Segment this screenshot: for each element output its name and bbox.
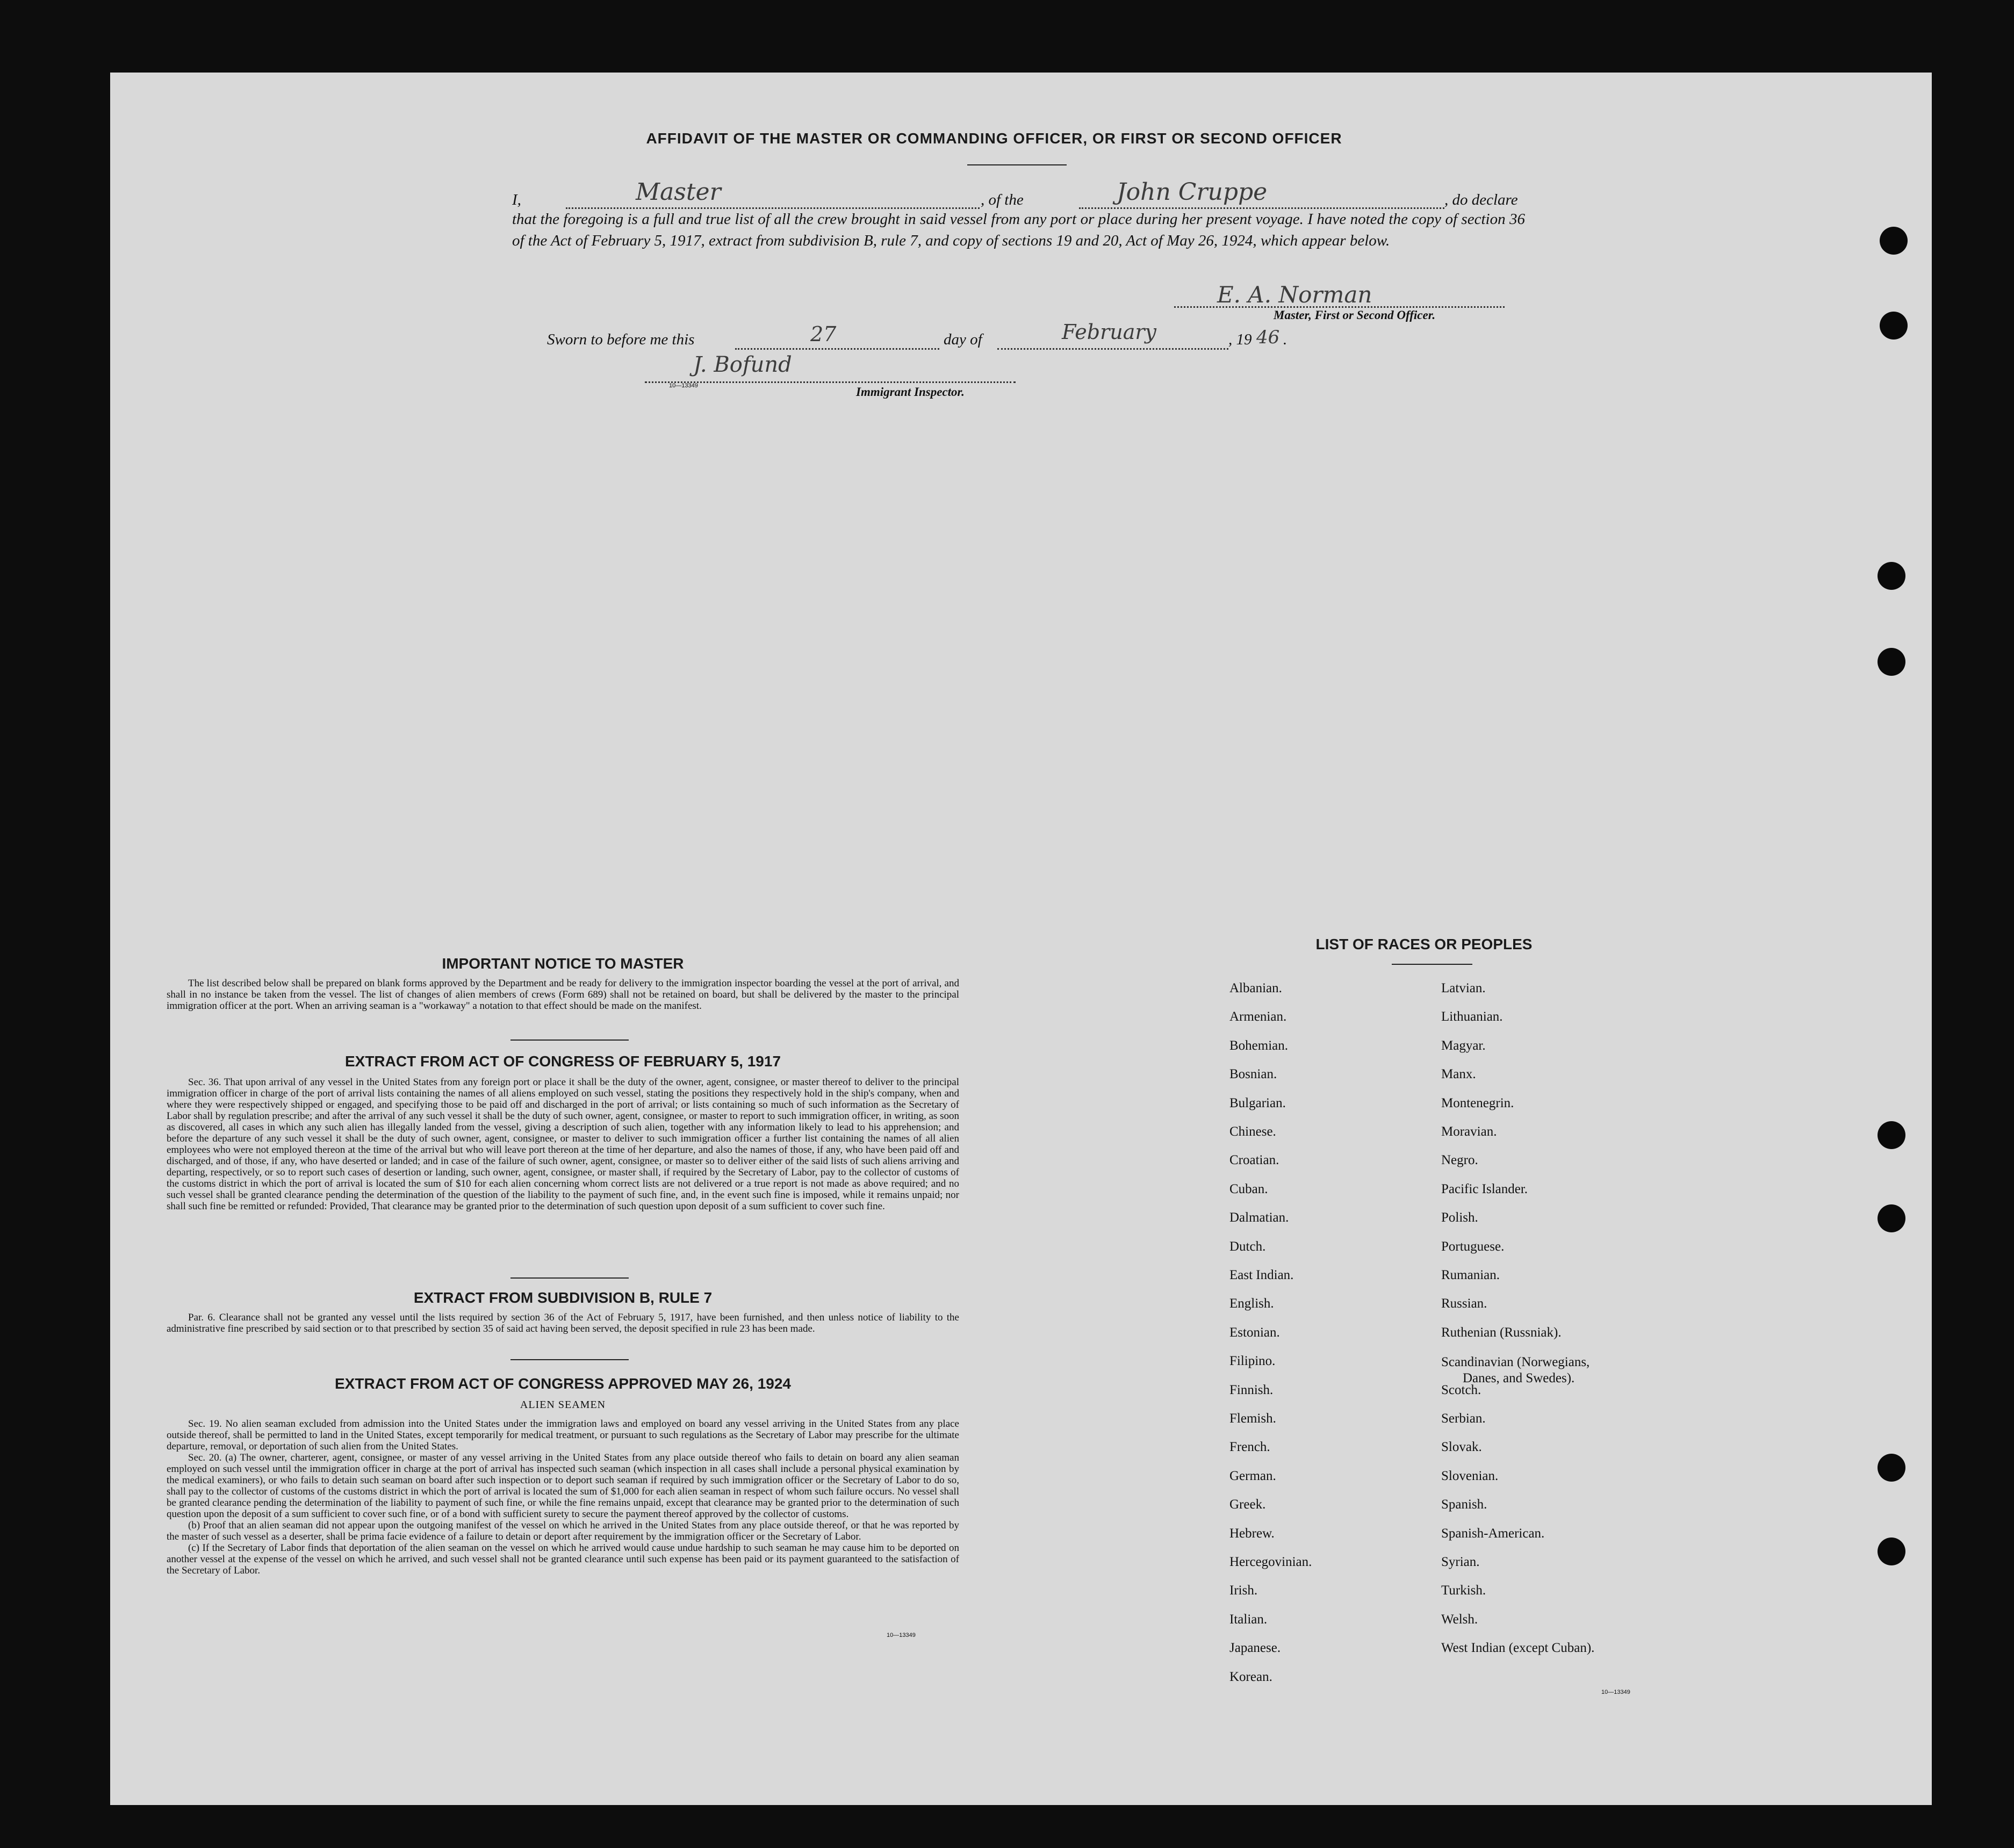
section-divider (510, 1359, 629, 1360)
race-item: Syrian. (1441, 1555, 1480, 1569)
race-item: Ruthenian (Russniak). (1441, 1325, 1562, 1340)
sworn-label: Sworn to before me this (547, 331, 695, 348)
race-item: Finnish. (1229, 1382, 1274, 1397)
races-left-column (1229, 981, 1434, 1690)
race-item: Spanish-American. (1441, 1526, 1545, 1541)
races-title: LIST OF RACES OR PEOPLES (1315, 936, 1533, 952)
race-item: Rumanian. (1441, 1268, 1500, 1282)
form-number: 10—13349 (1601, 1689, 1630, 1695)
race-item: Welsh. (1441, 1612, 1478, 1627)
handwritten-year: 46 (1256, 327, 1280, 348)
extract-1917-text: Sec. 36. That upon arrival of any vessel in the United States from any foreign port or place it shall be the duty of the owner, agent, consignee, or master thereof to deliver to the principal immigration officer in charge of the port of arrival lists containing the names of all aliens employed on such vessel, stating the positions they respectively hold in the ship's company, when and where they were respectively shipped or engaged, and specifying those to be paid off and discharged in the port of arrival; or lists containing so much of such information as the Secretary of Labor shall by regulation prescribe; and after the arrival of any such vessel it shall be the duty of such owner, agent, consignee, or master to report to such immigration officer, in writing, as soon as discovered, all cases in which any such alien has illegally landed from the vessel, giving a description of such alien, together with any information likely to lead to his apprehension; and before the departure of any such vessel it shall be the duty of such owner, agent, consignee, or master to deliver to such immigration officer a further list containing the names of all alien employees who were not employed thereon at the time of the arrival but who will leave port thereon at the time of her departure, and also the names of those, if any, who have been paid off and discharged, and of those, if any, who have deserted or landed; and in case of the failure of such owner, agent, consignee, or master so to deliver either of the said lists of such aliens arriving and departing, respectively, or so to report such cases of desertion or landing, such owner, agent, consignee, or master shall, if required by the Secretary of Labor, pay to the collector of customs of the customs district in which the port of arrival is located the sum of $10 for each alien concerning whom correct lists are not delivered or a true report is not made as above required; and no such vessel shall be granted clearance pending the determination of the question of the liability to the payment of such fine, and, in the event such fine is imposed, while it remains unpaid; nor shall such fine be remitted or refunded: Provided, That clearance may be granted prior to the determination of such question upon deposit of a sum sufficient to cover such fine. (167, 1077, 959, 1212)
notice-title: IMPORTANT NOTICE TO MASTER (442, 955, 684, 972)
inspector-caption: Immigrant Inspector. (856, 385, 965, 399)
inspector-field (645, 352, 1016, 383)
notice-text: The list described below shall be prepared on blank forms approved by the Department and be ready for delivery to the immigration inspector boarding the vessel at the port of arrival, and shall in no instance be taken from the vessel. The list of changes of alien members of crews (Form 689) shall not be retained on board, but shall be delivered by the master to the principal immigration officer at the port. When an arriving seaman is a "workaway" a notation to that effect should be made on the manifest. (167, 978, 959, 1012)
race-item: Scandinavian (Norwegians, (1441, 1355, 1590, 1370)
race-item: West Indian (except Cuban). (1441, 1641, 1595, 1656)
race-item: Serbian. (1441, 1411, 1486, 1426)
race-item: Filipino. (1229, 1354, 1276, 1369)
day-field (735, 322, 939, 350)
race-item: Danes, and Swedes). (1463, 1371, 1575, 1386)
handwritten-month: February (1062, 320, 1157, 344)
race-item: Chinese. (1229, 1124, 1276, 1139)
year-suffix: . (1283, 331, 1287, 348)
extract-1917-title: EXTRACT FROM ACT OF CONGRESS OF FEBRUARY 5, 1917 (344, 1053, 781, 1070)
punch-hole (1878, 562, 1905, 590)
handwritten-day: 27 (810, 322, 837, 346)
punch-hole (1880, 312, 1908, 340)
race-item: Hebrew. (1229, 1526, 1275, 1541)
race-item: Negro. (1441, 1153, 1478, 1168)
day-of-label: day of (944, 331, 982, 348)
race-item: French. (1229, 1440, 1270, 1455)
sec20c-text: (c) If the Secretary of Labor finds that deportation of the alien seaman on the vessel on which he arrived would cause undue hardship to such seaman he may cause him to be deported on another vessel at the expense of the vessel on which he arrived, and such vessel shall not be granted clearance until such expense has been paid or its payment guaranteed to the satisfaction of the Secretary of Labor. (167, 1542, 959, 1576)
rule7-title: EXTRACT FROM SUBDIVISION B, RULE 7 (413, 1289, 713, 1306)
race-item: Montenegrin. (1441, 1095, 1514, 1110)
races-right-column (1441, 981, 1710, 1690)
race-item: Slovenian. (1441, 1468, 1499, 1483)
rule7-text: Par. 6. Clearance shall not be granted any vessel until the lists required by section 36 of the Act of February 5, 1917, have been furnished, and then unless notice of liability to the administrative fine prescribed by said section or to that prescribed by section 35 of said act having been served, the deposit specified in rule 23 has been made. (167, 1312, 959, 1334)
race-item: Hercegovinian. (1229, 1555, 1312, 1569)
affidavit-body: that the foregoing is a full and true list of all the crew brought in said vessel from any port or place during her present voyage. I have noted the copy of section 36 of the Act of February 5, 1917, extract from subdivision B, rule 7, and copy of sections 19 and 20, Act of May 26, 1924, which appear below. (512, 211, 1525, 249)
vessel-field (1079, 178, 1444, 209)
do-declare-label: , do declare (1444, 191, 1518, 208)
race-item: Cuban. (1229, 1181, 1268, 1196)
handwritten-signature: E. A. Norman (1217, 281, 1372, 308)
race-item: English. (1229, 1296, 1274, 1311)
sec20b-text: (b) Proof that an alien seaman did not appear upon the outgoing manifest of the vessel on which he arrived in the United States from any place outside thereof, or that he was reported by the master of such vessel as a deserter, shall be prima facie evidence of a failure to detain or deport after requirement by the immigration officer or the Secretary of Labor. (167, 1520, 959, 1542)
month-field (997, 320, 1228, 350)
race-item: Latvian. (1441, 981, 1486, 995)
race-item: Flemish. (1229, 1411, 1276, 1426)
form-number: 10—13349 (887, 1632, 916, 1638)
race-item: Croatian. (1229, 1153, 1279, 1168)
race-item: Estonian. (1229, 1325, 1280, 1340)
sworn-line (547, 320, 1299, 359)
alien-seamen-subtitle: ALIEN SEAMEN (520, 1399, 606, 1411)
punch-hole (1880, 227, 1908, 255)
title-divider (967, 164, 1067, 165)
race-item: Polish. (1441, 1210, 1478, 1225)
race-item: Irish. (1229, 1583, 1258, 1598)
races-divider (1392, 964, 1472, 965)
year-prefix: , 19 (1228, 331, 1252, 348)
sec20a-text: Sec. 20. (a) The owner, charterer, agent, consignee, or master of any vessel arriving in the United States from any place outside thereof who fails to detain on board any alien seaman employed on such vessel until the immigration officer in charge at the port of arrival has inspected such seaman (which inspection in all cases shall include a personal physical examination by the medical examiners), or who fails to detain such seaman on board after such inspection or to deport such seaman if required by such immigration officer or the Secretary of Labor to do so, shall pay to the collector of customs of the customs district in which the port of arrival is located the sum of $1,000 for each alien seaman in respect of whom such failure occurs. No vessel shall be granted clearance pending the determination of the liability to payment of such fine, or while the fine remains unpaid, except that clearance may be granted prior to the determination of such question upon the deposit of a sum sufficient to cover such fine, or of a bond with sufficient surety to secure the payment thereof approved by the collector of customs. (167, 1452, 959, 1520)
race-item: Portuguese. (1441, 1239, 1505, 1254)
race-item: Pacific Islander. (1441, 1181, 1528, 1196)
race-item: Russian. (1441, 1296, 1487, 1311)
punch-hole (1878, 1121, 1905, 1149)
race-item: Spanish. (1441, 1497, 1487, 1512)
punch-hole (1878, 648, 1905, 676)
extract-1924-body (167, 1418, 959, 1576)
race-item: Bohemian. (1229, 1038, 1289, 1053)
signature-caption: Master, First or Second Officer. (1274, 308, 1436, 322)
race-item: Manx. (1441, 1067, 1476, 1082)
race-item: Dalmatian. (1229, 1210, 1289, 1225)
punch-hole (1878, 1204, 1905, 1232)
race-item: Korean. (1229, 1669, 1272, 1684)
race-item: East Indian. (1229, 1268, 1294, 1282)
race-item: German. (1229, 1468, 1276, 1483)
race-item: Scotch. (1441, 1382, 1481, 1397)
section-divider (510, 1277, 629, 1279)
race-item: Bulgarian. (1229, 1095, 1286, 1110)
of-the-label: , of the (981, 191, 1024, 208)
race-item: Lithuanian. (1441, 1009, 1503, 1024)
sec19-text: Sec. 19. No alien seaman excluded from admission into the United States under the immigration laws and employed on board any vessel arriving in the United States from any place outside thereof, shall be permitted to land in the United States, except temporarily for medical treatment, or pursuant to such regulations as the Secretary of Labor may prescribe for the ultimate departure, removal, or deportation of such alien from the United States. (167, 1418, 959, 1452)
extract-1924-title: EXTRACT FROM ACT OF CONGRESS APPROVED MAY 26, 1924 (335, 1375, 791, 1392)
race-item: Japanese. (1229, 1641, 1281, 1656)
race-item: Dutch. (1229, 1239, 1266, 1254)
affidavit-title: AFFIDAVIT OF THE MASTER OR COMMANDING OFFICER, OR FIRST OR SECOND OFFICER (646, 130, 1342, 147)
race-item: Albanian. (1229, 981, 1282, 995)
punch-hole (1878, 1537, 1905, 1565)
race-item: Magyar. (1441, 1038, 1486, 1053)
race-item: Italian. (1229, 1612, 1268, 1627)
race-item: Armenian. (1229, 1009, 1287, 1024)
race-item: Turkish. (1441, 1583, 1486, 1598)
handwritten-rank: Master (636, 178, 721, 206)
rank-field (566, 178, 980, 209)
race-item: Slovak. (1441, 1440, 1482, 1455)
race-item: Greek. (1229, 1497, 1266, 1512)
punch-hole (1878, 1454, 1905, 1482)
handwritten-vessel-name: John Cruppe (1117, 178, 1268, 206)
form-number: 10—13349 (669, 382, 698, 389)
section-divider (510, 1040, 629, 1041)
i-label: I, (512, 191, 521, 208)
race-item: Bosnian. (1229, 1067, 1277, 1082)
handwritten-inspector-signature: J. Bofund (693, 352, 792, 377)
race-item: Moravian. (1441, 1124, 1497, 1139)
signature-field (1174, 281, 1505, 308)
